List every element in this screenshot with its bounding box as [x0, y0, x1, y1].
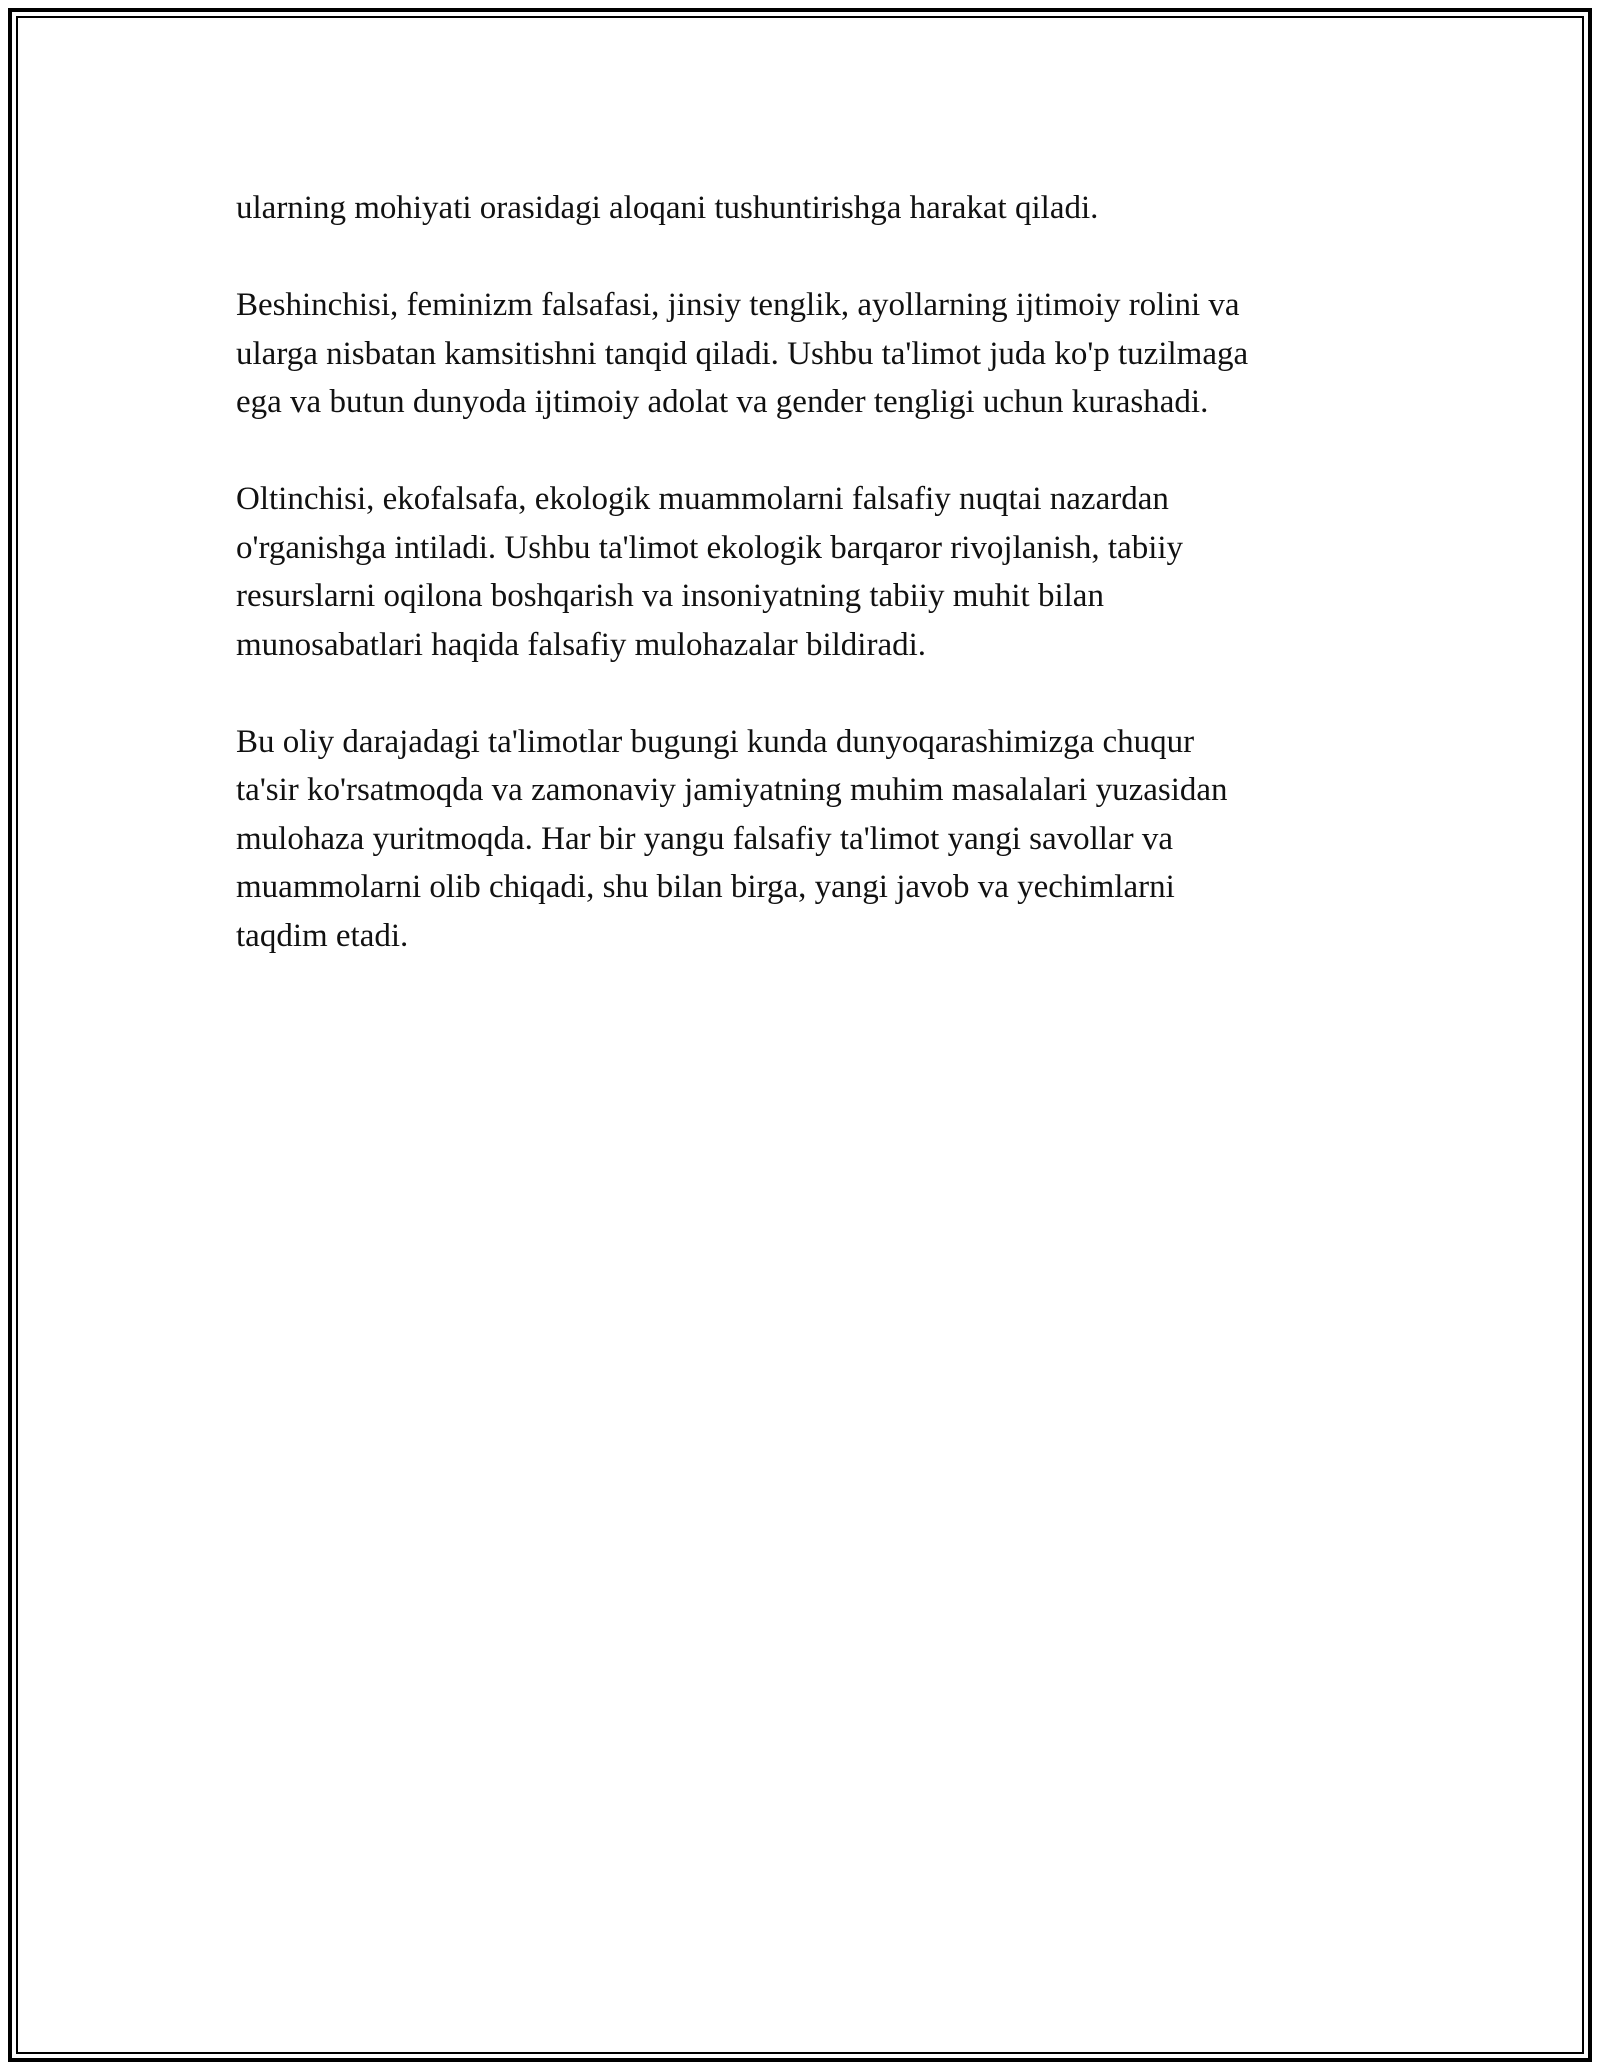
paragraph-continuation — [236, 184, 1386, 233]
paragraph-feminism — [236, 281, 1386, 427]
text-line: mulohaza yuritmoqda. Har bir yangu falsafiy ta'limot yangi savollar va — [236, 820, 1174, 857]
text-line: resurslarni oqilona boshqarish va insoniyatning tabiiy muhit bilan — [236, 578, 1104, 614]
text-line: Beshinchisi, feminizm falsafasi, jinsiy tenglik, ayollarning ijtimoiy rolini va — [236, 287, 1240, 323]
text-line: ta'sir ko'rsatmoqda va zamonaviy jamiyatning muhim masalalari yuzasidan — [236, 772, 1228, 808]
text-line: taqdim etadi. — [236, 917, 409, 954]
paragraph-ecophilosophy — [236, 475, 1386, 669]
text-line: ularning mohiyati orasidagi aloqani tushuntirishga harakat qiladi. — [236, 190, 1099, 226]
text-line: Bu oliy darajadagi ta'limotlar bugungi kunda dunyoqarashimizga chuqur — [236, 723, 1195, 760]
document-body — [236, 184, 1386, 1009]
text-line: muammolarni olib chiqadi, shu bilan birga, yangi javob va yechimlarni — [236, 869, 1175, 905]
text-line: munosabatlari haqida falsafiy mulohazalar bildiradi. — [236, 626, 927, 663]
text-line: ega va butun dunyoda ijtimoiy adolat va gender tengligi uchun kurashadi. — [236, 384, 1209, 420]
text-line: o'rganishga intiladi. Ushbu ta'limot ekologik barqaror rivojlanish, tabiiy — [236, 529, 1184, 566]
text-line: ularga nisbatan kamsitishni tanqid qiladi. Ushbu ta'limot juda ko'p tuzilmaga — [236, 335, 1249, 372]
paragraph-conclusion — [236, 718, 1386, 961]
text-line: Oltinchisi, ekofalsafa, ekologik muammolarni falsafiy nuqtai nazardan — [236, 481, 1169, 517]
